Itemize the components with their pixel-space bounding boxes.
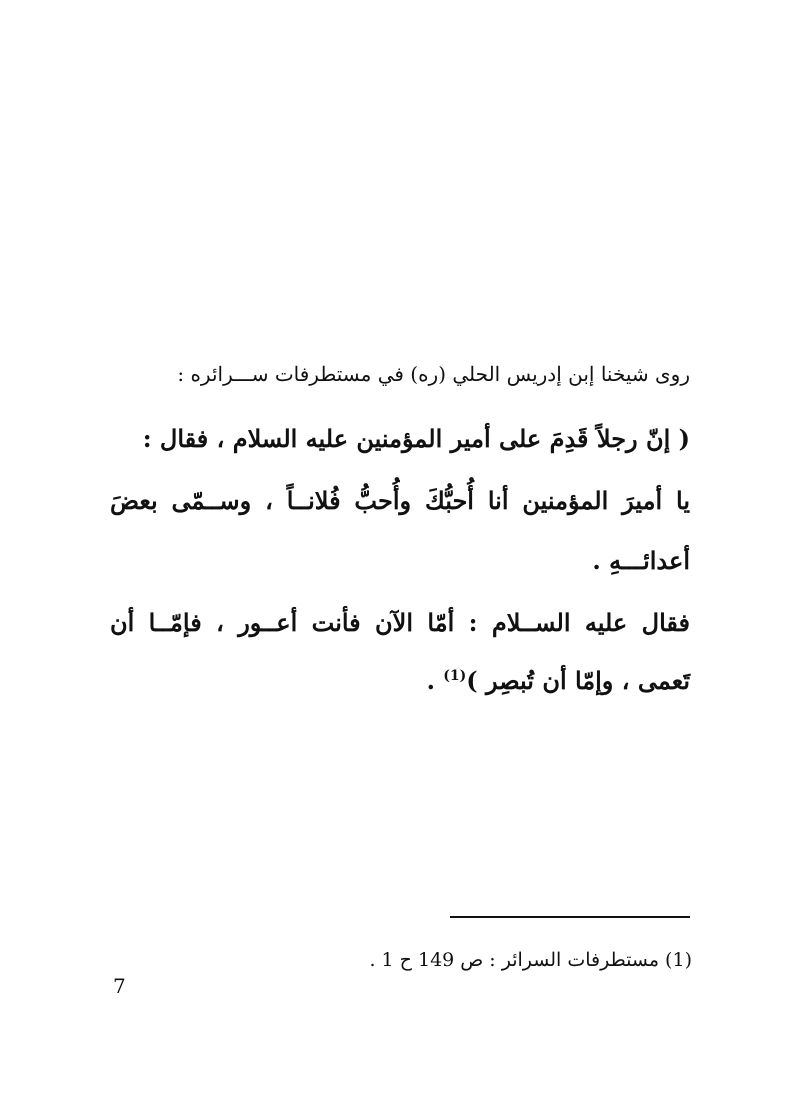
quote-line-2: يا أميرَ المؤمنين أنا أُحبُّكَ وأُحبُّ فُلانــاً ، وســمّى بعضَ: [110, 486, 690, 515]
footnote-reference: (1): [443, 668, 467, 684]
quote-line-5-text: تَعمى ، وإمّا أن تُبصِر ): [466, 666, 690, 695]
quote-line-3: أعدائـــهِ .: [592, 546, 690, 575]
footnote-text: (1) مستطرفات السرائر : ص 149 ح 1 .: [369, 949, 692, 971]
footnote-divider: [450, 916, 690, 918]
quote-line-4: فقال عليه الســلام : أمّا الآن فأنت أعــور ، فإمّــا أن: [110, 608, 690, 637]
intro-paragraph: روى شيخنا إبن إدريس الحلي (ره) في مستطرفات ســـرائره :: [177, 362, 690, 386]
closing-period: .: [426, 666, 435, 695]
quote-line-5: [110, 666, 690, 695]
quote-line-1: ( إنّ رجلاً قَدِمَ على أمير المؤمنين عليه السلام ، فقال :: [142, 424, 690, 453]
page-number: 7: [113, 974, 126, 998]
